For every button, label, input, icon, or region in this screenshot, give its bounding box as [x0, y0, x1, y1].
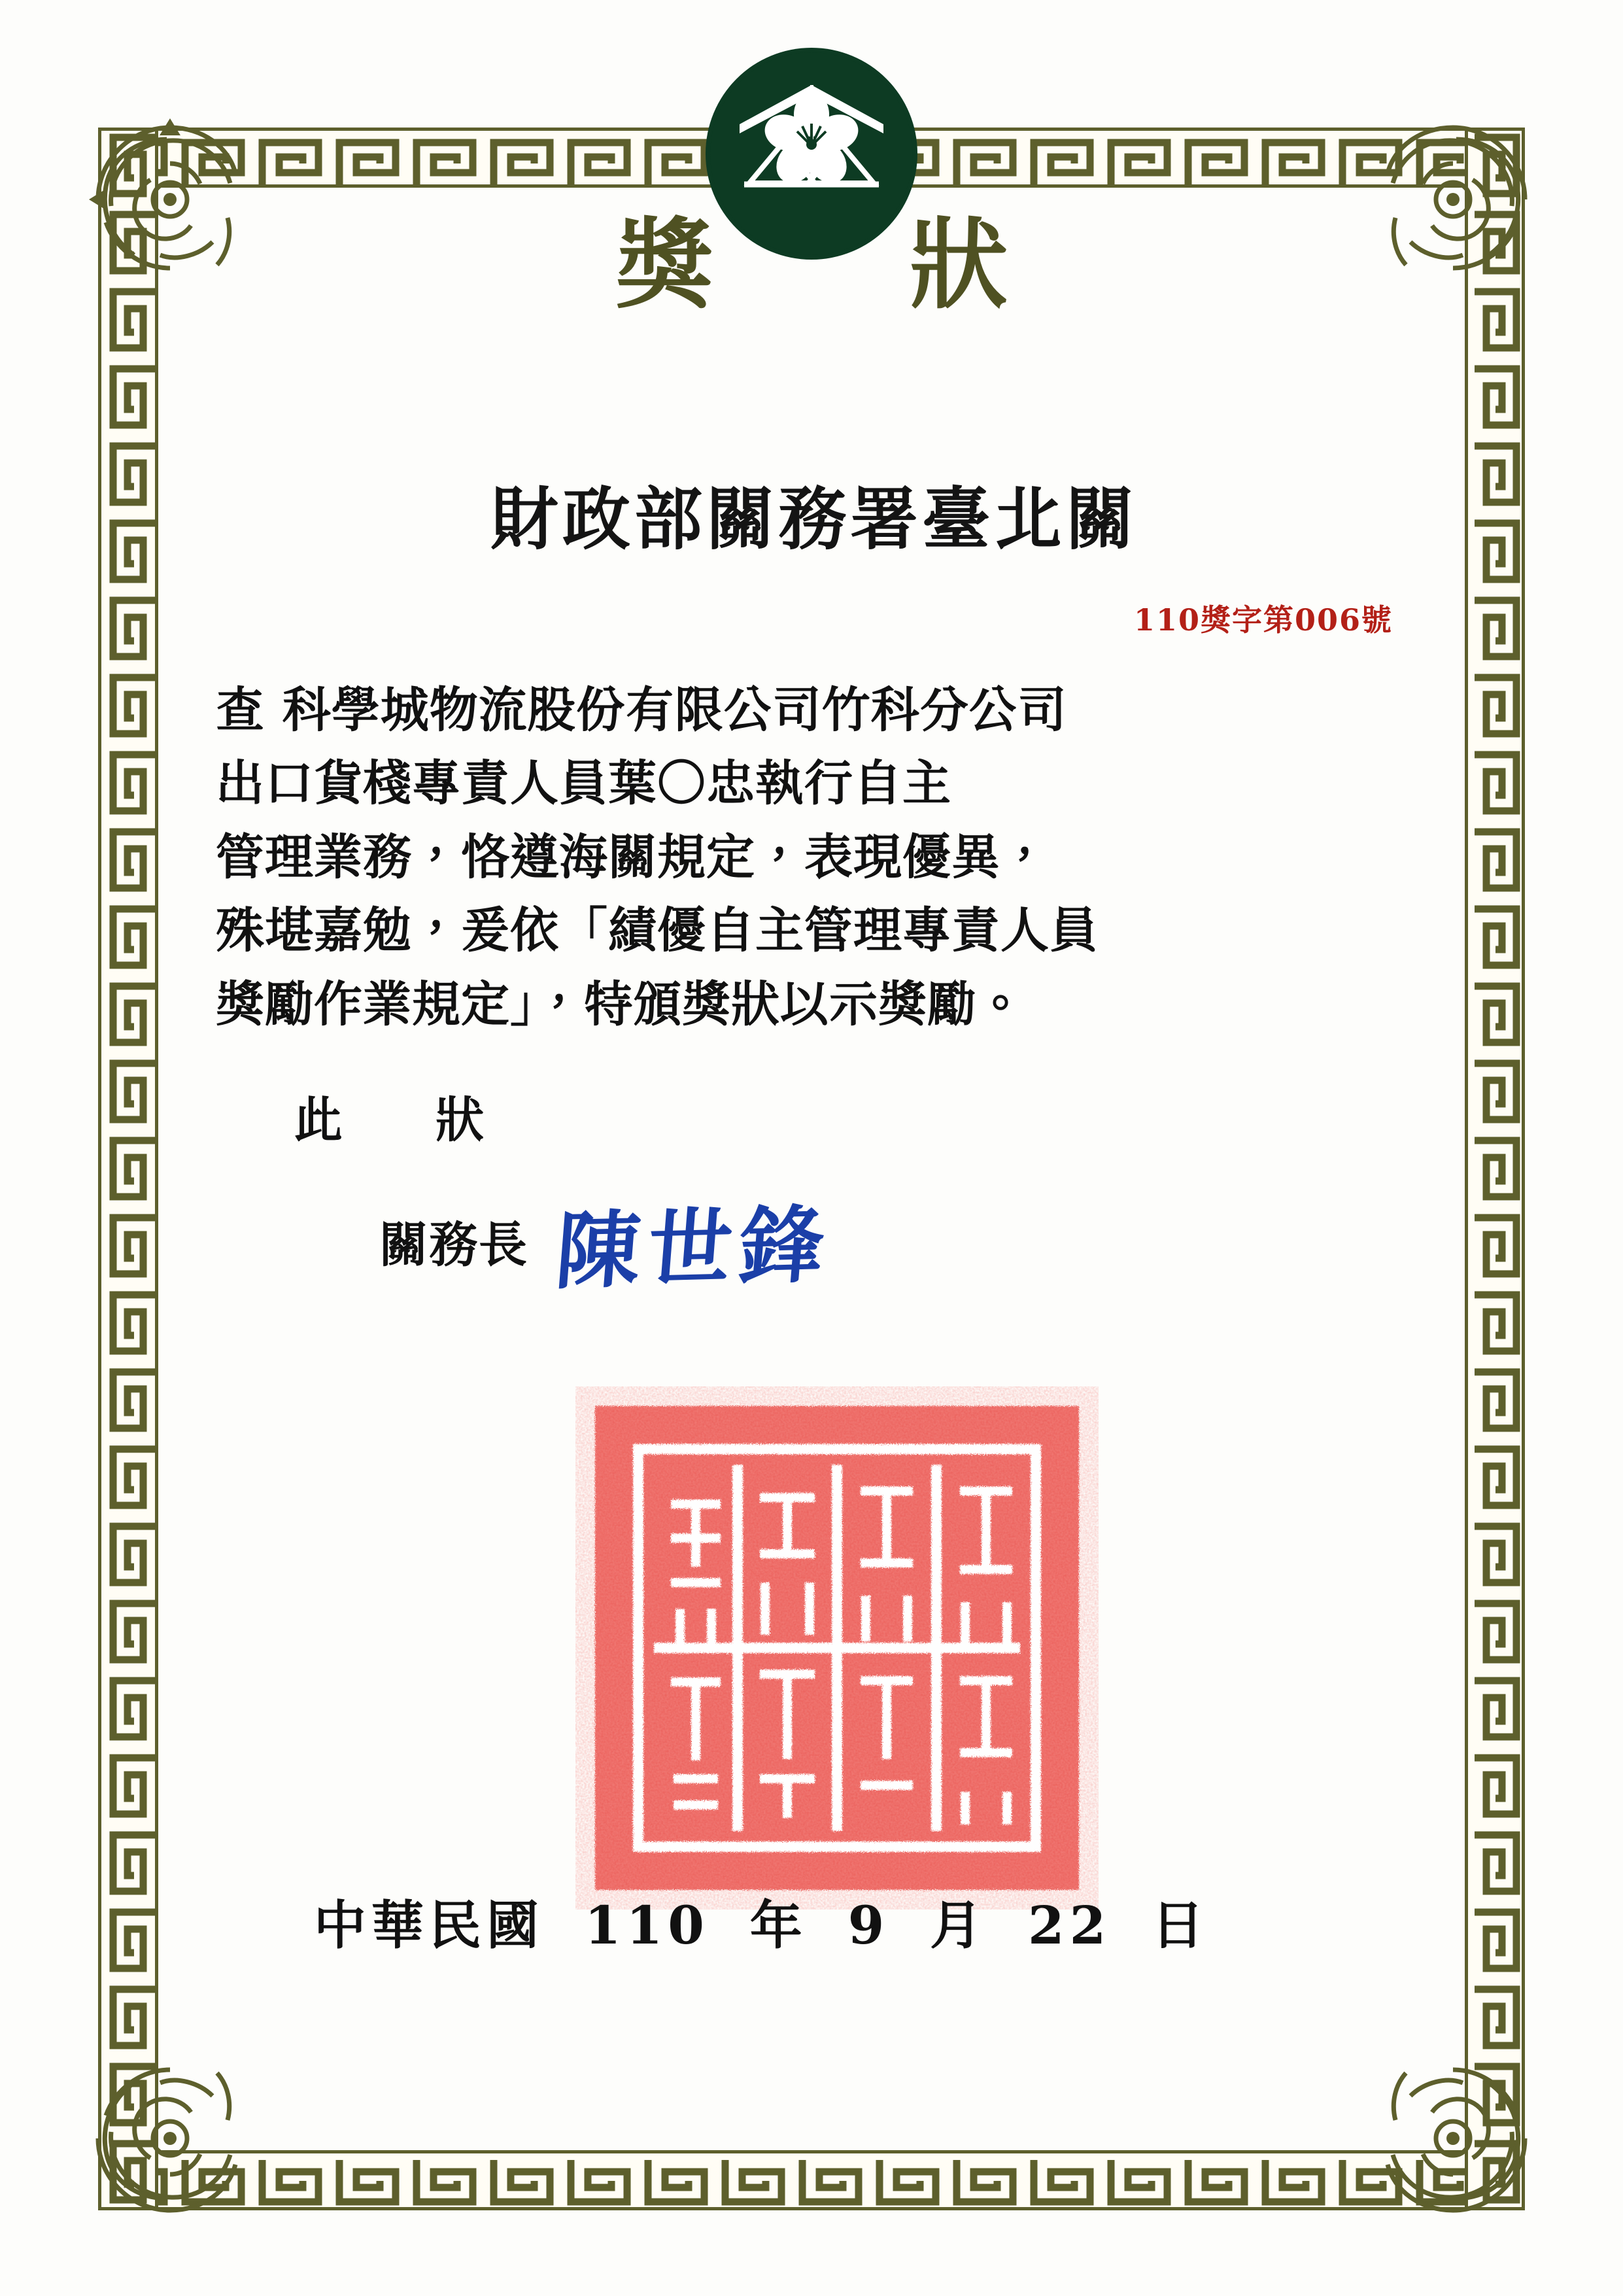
issue-date	[314, 1883, 1360, 1959]
title-char-1: 獎	[615, 207, 713, 322]
greek-key-border-right	[1465, 128, 1525, 2210]
body-line-3: 管理業務，恪遵海關規定，表現優異，	[216, 829, 1050, 885]
corner-ornament-bottom-left	[72, 2040, 268, 2236]
title-char-2: 狀	[910, 207, 1008, 322]
greek-key-border-bottom	[98, 2150, 1525, 2210]
signature-block	[216, 1181, 1412, 1301]
corner-ornament-top-right	[1355, 101, 1551, 298]
closing-phrase: 此 狀	[294, 1092, 506, 1149]
document-number: 110獎字第006號	[1133, 602, 1393, 638]
date-month-unit: 月	[930, 1894, 988, 1956]
certificate-content	[216, 405, 1412, 1301]
date-era: 中華民國	[314, 1894, 544, 1956]
greek-key-border-left	[98, 128, 158, 2210]
award-body-text	[216, 674, 1412, 1041]
date-day: 22	[1027, 1894, 1112, 1956]
date-year: 110	[584, 1894, 709, 1956]
corner-ornament-bottom-right	[1355, 2040, 1551, 2236]
body-line-4: 殊堪嘉勉，爰依「績優自主管理專責人員	[216, 902, 1099, 959]
issuer-name: 財政部關務署臺北關	[490, 479, 1138, 559]
body-line-5: 獎勵作業規定」，特頒獎狀以示獎勵。	[216, 976, 1025, 1033]
date-year-unit: 年	[749, 1894, 808, 1956]
official-red-seal	[575, 1386, 1099, 1910]
date-day-unit: 日	[1152, 1894, 1210, 1956]
signer-title: 關務長	[379, 1217, 528, 1274]
corner-ornament-top-left	[72, 101, 268, 298]
body-line-1: 查 科學城物流股份有限公司竹科分公司	[216, 682, 1067, 738]
signer-name: 陳世鋒	[552, 1195, 836, 1301]
customs-administration-emblem	[704, 46, 919, 262]
date-month: 9	[847, 1894, 890, 1956]
body-line-2: 出口貨棧專責人員葉〇忠執行自主	[216, 755, 951, 812]
